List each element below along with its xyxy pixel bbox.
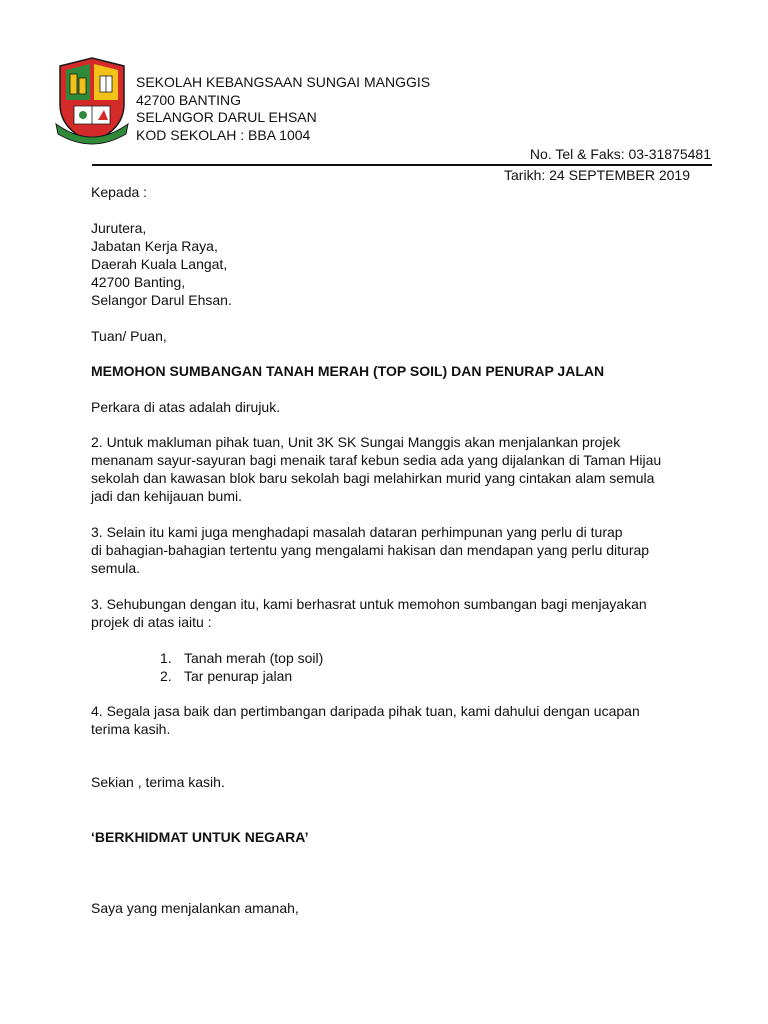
paragraph-line: di bahagian-bahagian tertentu yang mengalami hakisan dan mendapan yang perlu diturap (91, 542, 650, 558)
list-text: Tar penurap jalan (184, 668, 293, 684)
school-address-line2: SELANGOR DARUL EHSAN (136, 109, 317, 125)
list-item (160, 667, 292, 685)
motto-text: ‘BERKHIDMAT UNTUK NEGARA’ (91, 829, 309, 845)
list-item (160, 649, 323, 667)
letter-subject (91, 362, 706, 380)
paragraph-line: Perkara di atas adalah dirujuk. (91, 399, 281, 415)
motto (91, 828, 706, 846)
paragraph-line: 2. Untuk makluman pihak tuan, Unit 3K SK Sungai Manggis akan menjalankan projek (91, 434, 621, 450)
paragraph-line: 3. Sehubungan dengan itu, kami berhasrat untuk memohon sumbangan bagi menjayakan (91, 596, 647, 612)
paragraph-2 (91, 433, 706, 505)
recipient-line: Jurutera, (91, 220, 147, 236)
paragraph-5 (91, 702, 706, 738)
school-address-line1: 42700 BANTING (136, 91, 242, 108)
paragraph-line: 3. Selain itu kami juga menghadapi masalah dataran perhimpunan yang perlu di turap (91, 524, 623, 540)
subject-text: MEMOHON SUMBANGAN TANAH MERAH (TOP SOIL) DAN PENURAP JALAN (91, 363, 605, 379)
school-name: SEKOLAH KEBANGSAAN SUNGAI MANGGIS (136, 74, 431, 90)
recipient-line: Daerah Kuala Langat, (91, 256, 228, 272)
school-letterhead (136, 74, 430, 144)
paragraph-line: terima kasih. (91, 721, 171, 737)
recipient-line: Selangor Darul Ehsan. (91, 292, 232, 308)
sign-off (91, 899, 706, 917)
paragraph-line: 4. Segala jasa baik dan pertimbangan daripada pihak tuan, kami dahului dengan ucapan (91, 703, 640, 719)
sign-off-text: Saya yang menjalankan amanah, (91, 900, 299, 916)
salutation-text: Tuan/ Puan, (91, 328, 167, 344)
closing-thanks (91, 773, 706, 791)
paragraph-line: semula. (91, 560, 141, 576)
paragraph-line: sekolah dan kawasan blok baru sekolah bagi melahirkan murid yang cintakan alam semula (91, 470, 655, 486)
paragraph-line: projek di atas iaitu : (91, 614, 212, 630)
letter-date: Tarikh: 24 SEPTEMBER 2019 (504, 167, 690, 183)
recipient-address (91, 219, 706, 309)
list-number: 2. (160, 668, 172, 684)
tel-fax: No. Tel & Faks: 03-31875481 (529, 146, 711, 162)
to-label: Kepada : (91, 184, 148, 200)
school-crest-logo (52, 54, 132, 146)
salutation (91, 327, 706, 345)
closing-thanks-text: Sekian , terima kasih. (91, 774, 225, 790)
paragraph-1 (91, 398, 706, 416)
recipient-line: 42700 Banting, (91, 274, 186, 290)
recipient-line: Jabatan Kerja Raya, (91, 238, 218, 254)
recipient-block (91, 183, 706, 201)
list-text: Tanah merah (top soil) (184, 650, 324, 666)
school-code: KOD SEKOLAH : BBA 1004 (136, 126, 311, 143)
paragraph-line: menanam sayur-sayuran bagi menaik taraf kebun sedia ada yang dijalankan di Taman Hijau (91, 452, 662, 468)
paragraph-3 (91, 523, 706, 577)
list-number: 1. (160, 650, 172, 666)
paragraph-line: jadi dan kehijauan bumi. (91, 488, 242, 504)
paragraph-4 (91, 595, 706, 631)
